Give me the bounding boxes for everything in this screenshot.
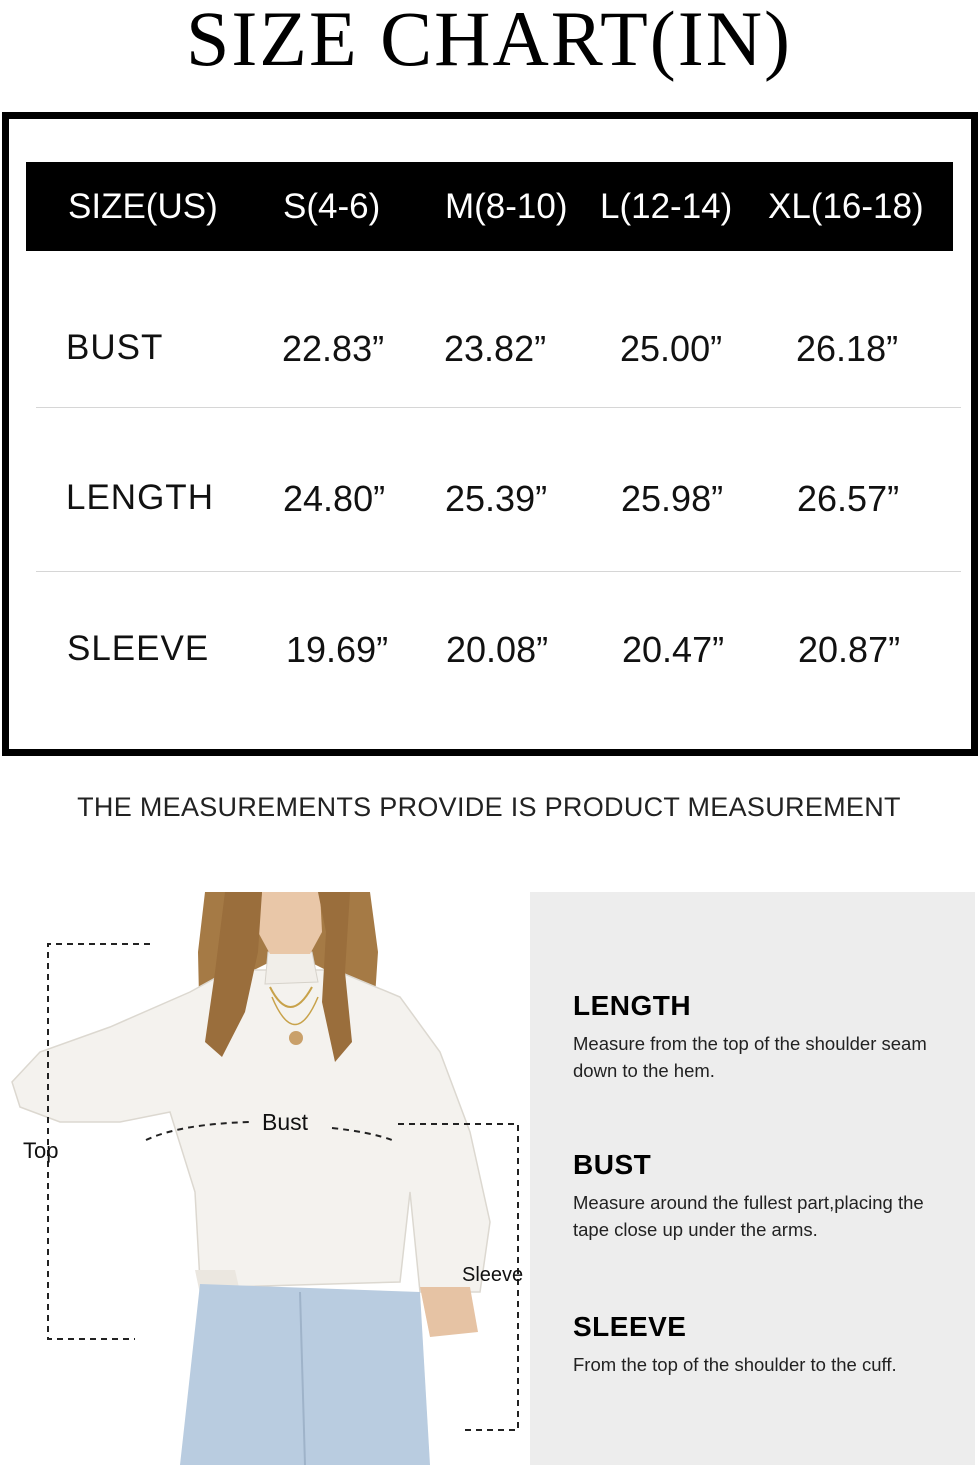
bust-label: Bust <box>262 1109 309 1135</box>
sleeve-label: Sleeve <box>462 1264 524 1286</box>
row-label: SLEEVE <box>67 629 210 668</box>
cell-s: 24.80” <box>283 478 386 519</box>
header-size-m: M(8-10) <box>445 187 568 226</box>
row-label: BUST <box>66 328 164 367</box>
size-chart-table <box>2 112 978 756</box>
cell-l: 25.98” <box>621 478 724 519</box>
cell-m: 23.82” <box>444 328 547 369</box>
cell-m: 20.08” <box>446 629 549 670</box>
page-title: SIZE CHART(IN) <box>185 0 793 82</box>
cell-s: 19.69” <box>286 629 389 670</box>
cell-l: 20.47” <box>622 629 725 670</box>
row-divider <box>36 571 961 572</box>
cell-xl: 26.18” <box>796 328 899 369</box>
top-label: Top <box>23 1138 59 1163</box>
cell-xl: 26.57” <box>797 478 900 519</box>
header-size-s: S(4-6) <box>283 187 381 226</box>
table-header-row <box>26 162 953 251</box>
cell-s: 22.83” <box>282 328 385 369</box>
measurement-guide-panel <box>530 892 975 1465</box>
guide-sleeve-title: SLEEVE <box>573 1311 687 1342</box>
model-illustration <box>0 892 530 1465</box>
guide-sleeve-desc: From the top of the shoulder to the cuff. <box>573 1354 897 1375</box>
header-size-us: SIZE(US) <box>68 187 218 226</box>
row-divider <box>36 407 961 408</box>
guide-bust-desc: Measure around the fullest part,placing the tape close up under the arms. <box>573 1192 924 1240</box>
measurement-note: THE MEASUREMENTS PROVIDE IS PRODUCT MEASUREMENT <box>77 792 901 822</box>
guide-bust-title: BUST <box>573 1149 652 1180</box>
cell-xl: 20.87” <box>798 629 901 670</box>
guide-length-desc: Measure from the top of the shoulder seam down to the hem. <box>573 1033 927 1081</box>
model-photo-icon <box>0 892 530 1465</box>
guide-length-title: LENGTH <box>573 990 692 1021</box>
cell-l: 25.00” <box>620 328 723 369</box>
cell-m: 25.39” <box>445 478 548 519</box>
header-size-xl: XL(16-18) <box>768 187 924 226</box>
header-size-l: L(12-14) <box>600 187 733 226</box>
row-label: LENGTH <box>66 478 214 517</box>
